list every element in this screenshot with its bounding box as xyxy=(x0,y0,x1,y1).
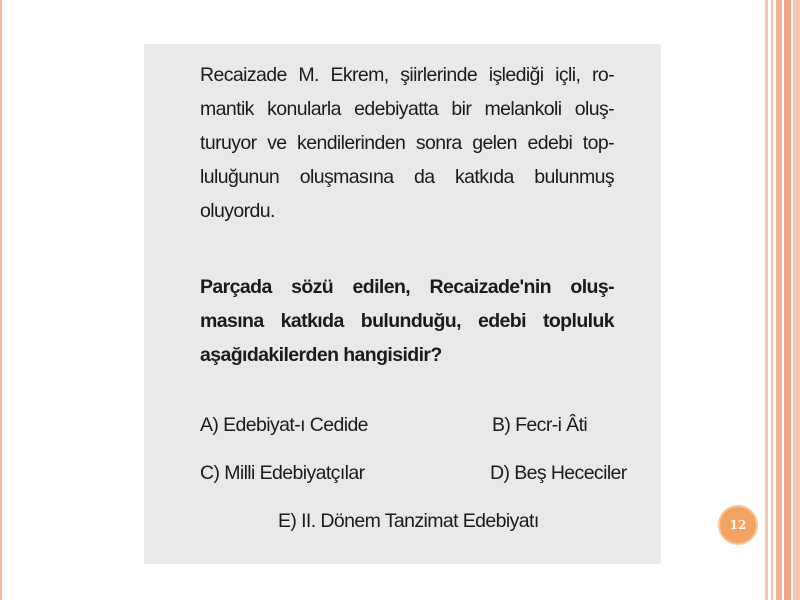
right-stripe-decoration xyxy=(793,0,800,600)
option-c: C) Milli Edebiyatçılar xyxy=(200,462,365,484)
right-stripe-decoration xyxy=(765,0,768,600)
passage-line: mantik konularla edebiyatta bir melankoli oluş- xyxy=(200,98,614,120)
question-stem xyxy=(200,270,614,372)
question-passage xyxy=(200,58,614,228)
option-e: E) II. Dönem Tanzimat Edebiyatı xyxy=(278,510,539,532)
option-a: A) Edebiyat-ı Cedide xyxy=(200,414,368,436)
passage-line: Recaizade M. Ekrem, şiirlerinde işlediği içli, ro- xyxy=(200,64,614,86)
passage-line: turuyor ve kendilerinden sonra gelen edebi top- xyxy=(200,132,614,154)
stem-line: Parçada sözü edilen, Recaizade'nin oluş- xyxy=(200,276,614,298)
passage-line: oluyordu. xyxy=(200,200,275,222)
question-image xyxy=(144,44,661,564)
passage-line: luluğunun oluşmasına da katkıda bulunmuş xyxy=(200,166,614,188)
stem-line: aşağıdakilerden hangisidir? xyxy=(200,344,442,366)
left-border-decoration xyxy=(0,0,2,600)
right-stripe-decoration xyxy=(784,0,791,600)
page-number-badge: 12 xyxy=(720,507,756,543)
option-d: D) Beş Hececiler xyxy=(490,462,627,484)
right-stripe-decoration xyxy=(771,0,773,600)
stem-line: masına katkıda bulunduğu, edebi topluluk xyxy=(200,310,614,332)
right-stripe-decoration xyxy=(776,0,782,600)
option-b: B) Fecr-i Âti xyxy=(492,414,588,436)
